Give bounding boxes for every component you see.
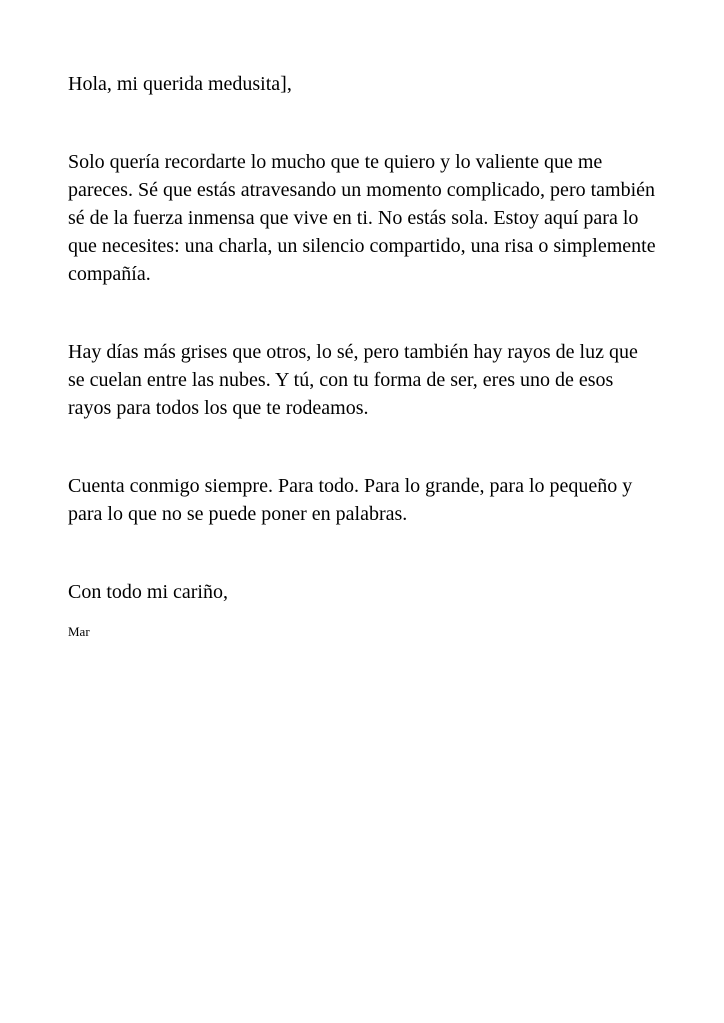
letter-greeting: Hola, mi querida medusita], [68, 73, 292, 95]
letter-paragraph-3: Cuenta conmigo siempre. Para todo. Para lo grande, para lo pequeño y para lo que no se puede poner en palabras. [68, 475, 633, 525]
letter-paragraph-2: Hay días más grises que otros, lo sé, pero también hay rayos de luz que se cuelan entre las nubes. Y tú, con tu forma de ser, eres uno de esos rayos para todos los que te rodeamos. [68, 341, 638, 419]
letter-body [68, 70, 656, 640]
letter-signature: Mar [68, 624, 90, 639]
letter-paragraph-1: Solo quería recordarte lo mucho que te quiero y lo valiente que me pareces. Sé que estás atravesando un momento complicado, pero también sé de la fuerza inmensa que vive en ti. No estás sola. Estoy aquí para lo que necesites: una charla, un silencio compartido, una risa o simplemente compañía. [68, 151, 656, 285]
letter-closing: Con todo mi cariño, [68, 581, 228, 603]
